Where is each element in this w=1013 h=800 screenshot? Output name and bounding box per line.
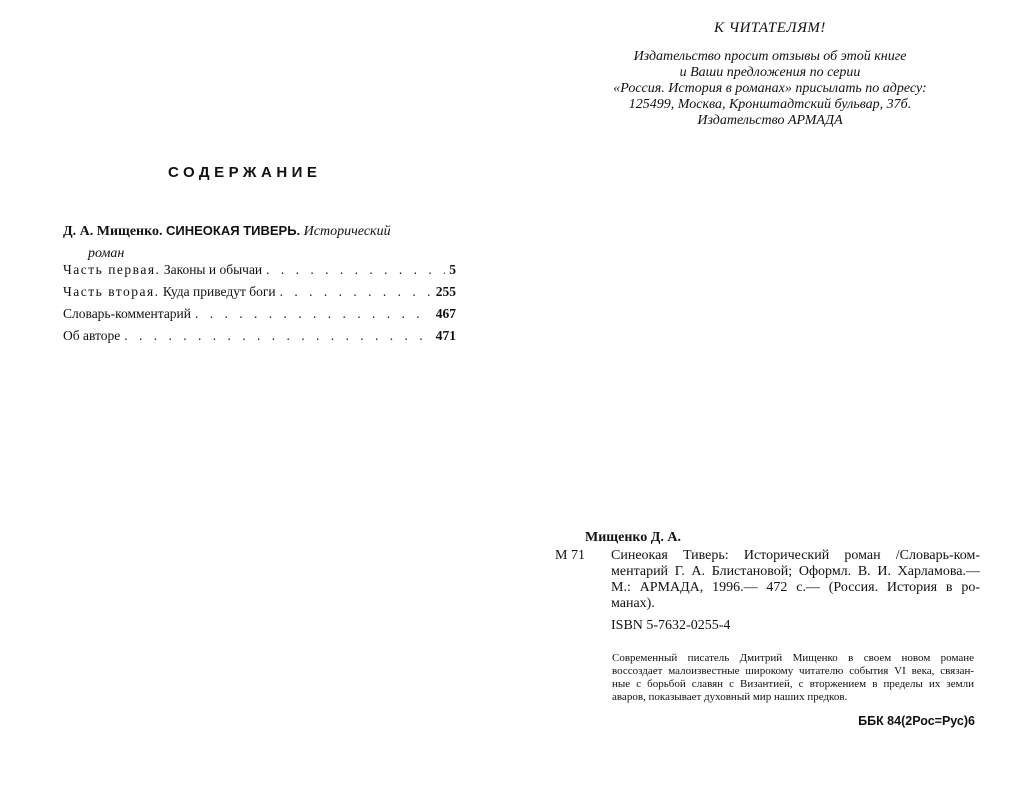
leader-dots: [266, 262, 445, 278]
book-author: Д. А. Мищенко.: [63, 224, 163, 239]
catalog-description-line: Синеокая Тиверь: Исторический роман /Словарь-ком-: [611, 548, 980, 563]
contents-item-label: Словарь-комментарий: [63, 306, 192, 321]
contents-item-label: Законы и обычаи: [163, 262, 263, 277]
contents-item-page: 471: [435, 328, 456, 343]
annotation-line: ные с борьбой славян с Византией, с вторжением в пределы их земли: [612, 678, 974, 690]
notice-line: и Ваши предложения по серии: [679, 65, 861, 80]
contents-item-part: Часть вторая.: [63, 284, 160, 299]
annotation-line: Современный писатель Дмитрий Мищенко в своем новом романе: [612, 652, 974, 664]
notice-line: «Россия. История в романах» присылать по адресу:: [613, 81, 927, 96]
contents-item-part: Часть первая.: [63, 262, 161, 277]
contents-book-entry: [63, 220, 443, 265]
contents-item-label: Об авторе: [63, 328, 121, 343]
contents-list: [63, 262, 456, 350]
contents-item[interactable]: [63, 306, 456, 328]
leader-dots: [124, 328, 432, 344]
notice-heading: К ЧИТАТЕЛЯМ!: [714, 20, 826, 36]
book-genre: Исторический: [303, 224, 391, 239]
catalog-bbk: ББК 84(2Рос=Рус)6: [858, 714, 975, 728]
contents-item[interactable]: [63, 284, 456, 306]
catalog-description-line: М.: АРМАДА, 1996.— 472 с.— (Россия. История в ро-: [611, 580, 980, 595]
leader-dots: [195, 306, 432, 322]
book-title: СИНЕОКАЯ ТИВЕРЬ.: [166, 223, 301, 238]
notice-line: 125499, Москва, Кронштадтский бульвар, 37б.: [628, 97, 912, 112]
catalog-code: М 71: [555, 548, 585, 563]
book-genre-continued: роман: [88, 246, 125, 261]
contents-item[interactable]: [63, 328, 456, 350]
catalog-card: [555, 530, 980, 634]
contents-item-page: 467: [435, 306, 456, 321]
catalog-annotation: [612, 652, 974, 704]
catalog-author: Мищенко Д. А.: [585, 530, 682, 545]
annotation-line: аваров, показывает духовный мир наших предков.: [612, 691, 848, 703]
annotation-line: воссоздает малоизвестные широкому читателю события VI века, связан-: [612, 665, 974, 677]
contents-item[interactable]: [63, 262, 456, 284]
contents-title: СОДЕРЖАНИЕ: [168, 164, 322, 181]
notice-line: Издательство просит отзывы об этой книге: [633, 49, 907, 64]
catalog-description: [611, 548, 980, 612]
contents-item-page: 255: [435, 284, 456, 299]
contents-item-page: 5: [449, 262, 456, 277]
catalog-description-line: ментарий Г. А. Блистановой; Оформл. В. И. Харламова.—: [611, 564, 980, 579]
catalog-isbn: ISBN 5-7632-0255-4: [611, 618, 731, 633]
contents-item-label: Куда приведут боги: [162, 284, 276, 299]
notice-line: Издательство АРМАДА: [697, 113, 843, 128]
leader-dots: [280, 284, 432, 300]
catalog-description-line: манах).: [611, 596, 655, 611]
reader-notice: [560, 20, 980, 129]
